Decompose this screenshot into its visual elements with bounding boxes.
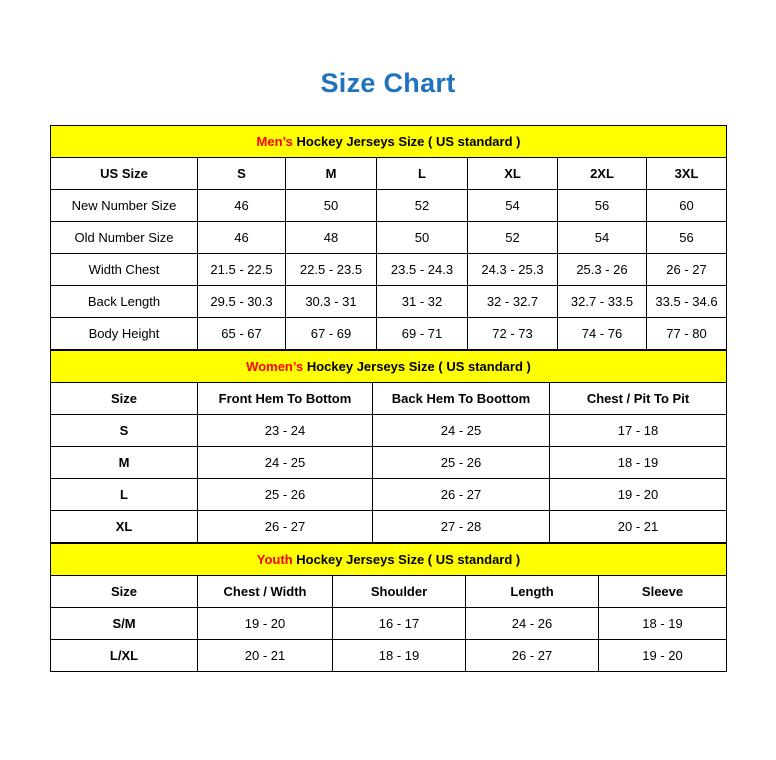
womens-row-2-cell-1: 26 - 27	[373, 479, 550, 511]
womens-row-1-label: M	[51, 447, 198, 479]
youth-row-1-cell-1: 18 - 19	[333, 640, 466, 672]
womens-row-1-cell-1: 25 - 26	[373, 447, 550, 479]
size-chart-page	[0, 68, 776, 760]
womens-section-header-accent: Women’s	[246, 359, 304, 374]
table-row	[51, 511, 727, 543]
youth-row-0-cell-1: 16 - 17	[333, 608, 466, 640]
youth-section-header-rest: Hockey Jerseys Size ( US standard )	[292, 552, 521, 567]
womens-row-3-cell-0: 26 - 27	[198, 511, 373, 543]
womens-section-header	[51, 351, 727, 383]
mens-row-4-cell-0: 65 - 67	[198, 318, 286, 350]
youth-size-table	[50, 543, 727, 672]
table-header-row	[51, 576, 727, 608]
youth-section-header-accent: Youth	[256, 552, 293, 567]
mens-col-head-6: 3XL	[647, 158, 727, 190]
mens-row-2-cell-4: 25.3 - 26	[558, 254, 647, 286]
womens-row-0-cell-0: 23 - 24	[198, 415, 373, 447]
mens-row-2-cell-0: 21.5 - 22.5	[198, 254, 286, 286]
mens-row-2-cell-5: 26 - 27	[647, 254, 727, 286]
mens-row-3-cell-4: 32.7 - 33.5	[558, 286, 647, 318]
womens-row-3-label: XL	[51, 511, 198, 543]
mens-col-head-0: US Size	[51, 158, 198, 190]
youth-row-1-cell-0: 20 - 21	[198, 640, 333, 672]
womens-section-header-rest: Hockey Jerseys Size ( US standard )	[303, 359, 531, 374]
womens-size-table	[50, 350, 727, 543]
mens-row-1-cell-0: 46	[198, 222, 286, 254]
mens-row-3-cell-0: 29.5 - 30.3	[198, 286, 286, 318]
womens-col-head-3: Chest / Pit To Pit	[550, 383, 727, 415]
mens-col-head-5: 2XL	[558, 158, 647, 190]
youth-row-1-label: L/XL	[51, 640, 198, 672]
mens-row-0-cell-0: 46	[198, 190, 286, 222]
table-header-row	[51, 158, 727, 190]
mens-row-1-cell-3: 52	[468, 222, 558, 254]
mens-section-header-rest: Hockey Jerseys Size ( US standard )	[292, 134, 521, 149]
page-title: Size Chart	[320, 68, 456, 98]
table-row	[51, 318, 727, 350]
youth-row-1-cell-3: 19 - 20	[599, 640, 727, 672]
mens-row-4-cell-5: 77 - 80	[647, 318, 727, 350]
mens-row-2-label: Width Chest	[51, 254, 198, 286]
mens-row-0-cell-3: 54	[468, 190, 558, 222]
table-row	[51, 222, 727, 254]
mens-row-3-cell-2: 31 - 32	[377, 286, 468, 318]
mens-row-4-cell-4: 74 - 76	[558, 318, 647, 350]
mens-section-header-accent: Men’s	[256, 134, 293, 149]
youth-section-header	[51, 544, 727, 576]
womens-row-1-cell-2: 18 - 19	[550, 447, 727, 479]
mens-row-3-cell-3: 32 - 32.7	[468, 286, 558, 318]
size-chart-tables	[50, 125, 726, 672]
table-row	[51, 254, 727, 286]
mens-row-1-cell-2: 50	[377, 222, 468, 254]
womens-col-head-0: Size	[51, 383, 198, 415]
table-section-header-row	[51, 351, 727, 383]
mens-row-4-cell-2: 69 - 71	[377, 318, 468, 350]
youth-col-head-0: Size	[51, 576, 198, 608]
mens-row-0-cell-4: 56	[558, 190, 647, 222]
mens-row-4-label: Body Height	[51, 318, 198, 350]
womens-row-0-label: S	[51, 415, 198, 447]
womens-row-2-cell-2: 19 - 20	[550, 479, 727, 511]
mens-row-2-cell-3: 24.3 - 25.3	[468, 254, 558, 286]
table-row	[51, 190, 727, 222]
womens-row-3-cell-1: 27 - 28	[373, 511, 550, 543]
youth-row-0-label: S/M	[51, 608, 198, 640]
table-row	[51, 415, 727, 447]
mens-row-0-label: New Number Size	[51, 190, 198, 222]
womens-col-head-2: Back Hem To Boottom	[373, 383, 550, 415]
womens-row-0-cell-2: 17 - 18	[550, 415, 727, 447]
table-row	[51, 286, 727, 318]
table-section-header-row	[51, 126, 727, 158]
mens-row-3-cell-1: 30.3 - 31	[286, 286, 377, 318]
table-row	[51, 640, 727, 672]
mens-row-3-label: Back Length	[51, 286, 198, 318]
mens-section-header	[51, 126, 727, 158]
table-row	[51, 447, 727, 479]
youth-row-0-cell-2: 24 - 26	[466, 608, 599, 640]
mens-row-2-cell-2: 23.5 - 24.3	[377, 254, 468, 286]
mens-col-head-3: L	[377, 158, 468, 190]
mens-row-2-cell-1: 22.5 - 23.5	[286, 254, 377, 286]
mens-row-0-cell-2: 52	[377, 190, 468, 222]
youth-col-head-2: Shoulder	[333, 576, 466, 608]
womens-col-head-1: Front Hem To Bottom	[198, 383, 373, 415]
table-row	[51, 608, 727, 640]
mens-row-4-cell-3: 72 - 73	[468, 318, 558, 350]
mens-col-head-2: M	[286, 158, 377, 190]
mens-row-1-cell-5: 56	[647, 222, 727, 254]
womens-row-1-cell-0: 24 - 25	[198, 447, 373, 479]
mens-col-head-4: XL	[468, 158, 558, 190]
mens-row-0-cell-5: 60	[647, 190, 727, 222]
youth-row-0-cell-0: 19 - 20	[198, 608, 333, 640]
table-header-row	[51, 383, 727, 415]
youth-col-head-4: Sleeve	[599, 576, 727, 608]
mens-size-table	[50, 125, 727, 350]
mens-row-0-cell-1: 50	[286, 190, 377, 222]
table-row	[51, 479, 727, 511]
womens-row-2-cell-0: 25 - 26	[198, 479, 373, 511]
mens-row-1-cell-4: 54	[558, 222, 647, 254]
youth-col-head-3: Length	[466, 576, 599, 608]
womens-row-0-cell-1: 24 - 25	[373, 415, 550, 447]
youth-row-0-cell-3: 18 - 19	[599, 608, 727, 640]
table-section-header-row	[51, 544, 727, 576]
womens-row-2-label: L	[51, 479, 198, 511]
mens-row-4-cell-1: 67 - 69	[286, 318, 377, 350]
mens-row-1-label: Old Number Size	[51, 222, 198, 254]
youth-col-head-1: Chest / Width	[198, 576, 333, 608]
womens-row-3-cell-2: 20 - 21	[550, 511, 727, 543]
mens-row-3-cell-5: 33.5 - 34.6	[647, 286, 727, 318]
mens-row-1-cell-1: 48	[286, 222, 377, 254]
mens-col-head-1: S	[198, 158, 286, 190]
youth-row-1-cell-2: 26 - 27	[466, 640, 599, 672]
